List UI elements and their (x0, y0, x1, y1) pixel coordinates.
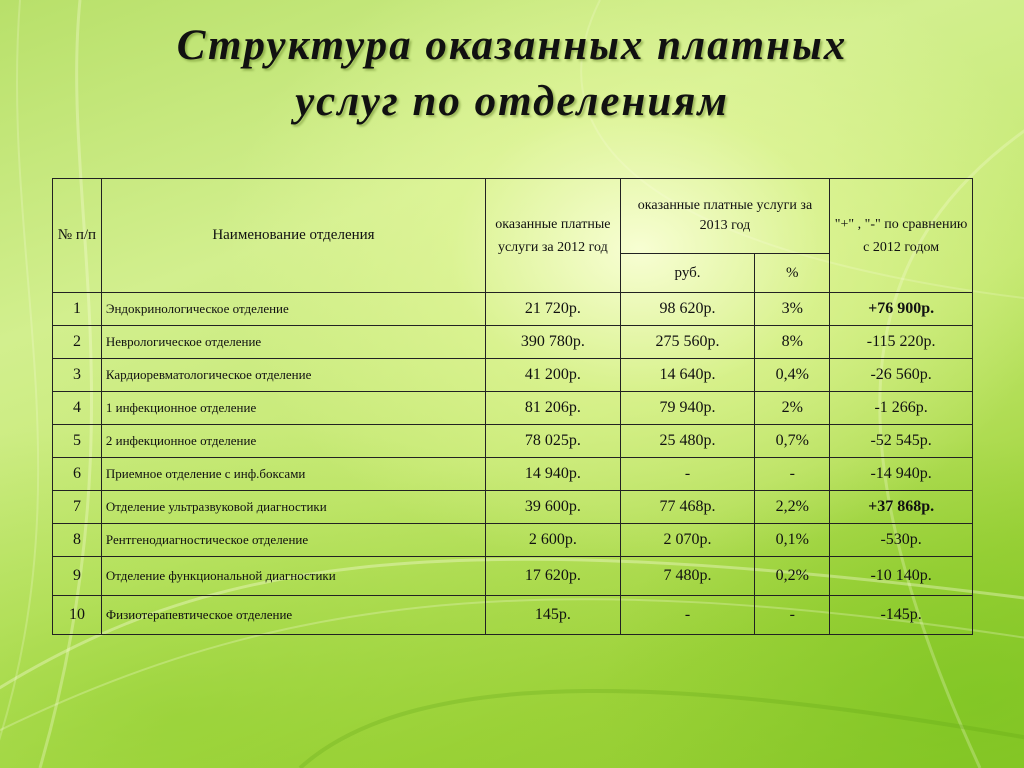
cell-services-2012: 78 025р. (485, 425, 620, 458)
cell-services-2013-rub: 77 468р. (620, 491, 755, 524)
cell-services-2012: 21 720р. (485, 293, 620, 326)
cell-num: 8 (53, 524, 102, 557)
cell-services-2013-percent: 0,2% (755, 557, 830, 596)
cell-services-2013-rub: - (620, 596, 755, 635)
cell-services-2013-percent: 2% (755, 392, 830, 425)
cell-num: 5 (53, 425, 102, 458)
cell-comparison: -1 266р. (830, 392, 973, 425)
cell-department-name: Отделение ультразвуковой диагностики (101, 491, 485, 524)
cell-services-2012: 145р. (485, 596, 620, 635)
cell-department-name: Кардиоревматологическое отделение (101, 359, 485, 392)
cell-services-2013-rub: 275 560р. (620, 326, 755, 359)
cell-services-2013-percent: 3% (755, 293, 830, 326)
cell-services-2012: 81 206р. (485, 392, 620, 425)
cell-department-name: Рентгенодиагностическое отделение (101, 524, 485, 557)
table-row (53, 491, 973, 524)
cell-services-2013-rub: 14 640р. (620, 359, 755, 392)
table-row (53, 392, 973, 425)
cell-services-2013-percent: 8% (755, 326, 830, 359)
services-table (52, 178, 973, 635)
page-title-line-1: Структура оказанных платных (176, 22, 848, 69)
cell-comparison: -530р. (830, 524, 973, 557)
table-row (53, 359, 973, 392)
cell-num: 6 (53, 458, 102, 491)
table-row (53, 596, 973, 635)
cell-services-2013-rub: 2 070р. (620, 524, 755, 557)
table-row (53, 524, 973, 557)
cell-services-2012: 39 600р. (485, 491, 620, 524)
header-percent: % (755, 254, 830, 293)
cell-services-2013-rub: 25 480р. (620, 425, 755, 458)
page-title (0, 18, 1024, 130)
header-services-2013: оказанные платные услуги за 2013 год (620, 179, 830, 254)
cell-num: 1 (53, 293, 102, 326)
cell-department-name: Неврологическое отделение (101, 326, 485, 359)
cell-services-2012: 390 780р. (485, 326, 620, 359)
cell-num: 4 (53, 392, 102, 425)
header-services-2012: оказанные платные услуги за 2012 год (485, 179, 620, 293)
header-rub: руб. (620, 254, 755, 293)
cell-comparison: +76 900р. (830, 293, 973, 326)
cell-comparison: -26 560р. (830, 359, 973, 392)
cell-department-name: 1 инфекционное отделение (101, 392, 485, 425)
cell-department-name: 2 инфекционное отделение (101, 425, 485, 458)
cell-services-2012: 2 600р. (485, 524, 620, 557)
cell-comparison: -115 220р. (830, 326, 973, 359)
cell-services-2013-percent: 0,4% (755, 359, 830, 392)
cell-comparison: -10 140р. (830, 557, 973, 596)
cell-department-name: Физиотерапевтическое отделение (101, 596, 485, 635)
cell-department-name: Отделение функциональной диагностики (101, 557, 485, 596)
cell-services-2013-percent: 0,1% (755, 524, 830, 557)
table-row (53, 326, 973, 359)
cell-num: 7 (53, 491, 102, 524)
page-title-line-2: услуг по отделениям (295, 78, 729, 125)
table-row (53, 425, 973, 458)
cell-services-2013-percent: 2,2% (755, 491, 830, 524)
cell-comparison: -52 545р. (830, 425, 973, 458)
cell-services-2013-rub: 79 940р. (620, 392, 755, 425)
cell-services-2013-percent: - (755, 596, 830, 635)
header-row (53, 179, 973, 254)
cell-services-2012: 41 200р. (485, 359, 620, 392)
cell-department-name: Приемное отделение с инф.боксами (101, 458, 485, 491)
cell-num: 3 (53, 359, 102, 392)
header-num: № п/п (53, 179, 102, 293)
cell-comparison: +37 868р. (830, 491, 973, 524)
table-body (53, 293, 973, 635)
cell-comparison: -145р. (830, 596, 973, 635)
cell-services-2013-rub: 7 480р. (620, 557, 755, 596)
cell-num: 10 (53, 596, 102, 635)
table-row (53, 293, 973, 326)
table-row (53, 557, 973, 596)
header-department-name: Наименование отделения (101, 179, 485, 293)
cell-department-name: Эндокринологическое отделение (101, 293, 485, 326)
cell-services-2013-rub: 98 620р. (620, 293, 755, 326)
cell-services-2013-percent: 0,7% (755, 425, 830, 458)
cell-services-2013-rub: - (620, 458, 755, 491)
table-row (53, 458, 973, 491)
cell-comparison: -14 940р. (830, 458, 973, 491)
cell-num: 9 (53, 557, 102, 596)
cell-services-2013-percent: - (755, 458, 830, 491)
cell-services-2012: 17 620р. (485, 557, 620, 596)
header-comparison: "+" , "-" по сравнению с 2012 годом (830, 179, 973, 293)
cell-services-2012: 14 940р. (485, 458, 620, 491)
cell-num: 2 (53, 326, 102, 359)
